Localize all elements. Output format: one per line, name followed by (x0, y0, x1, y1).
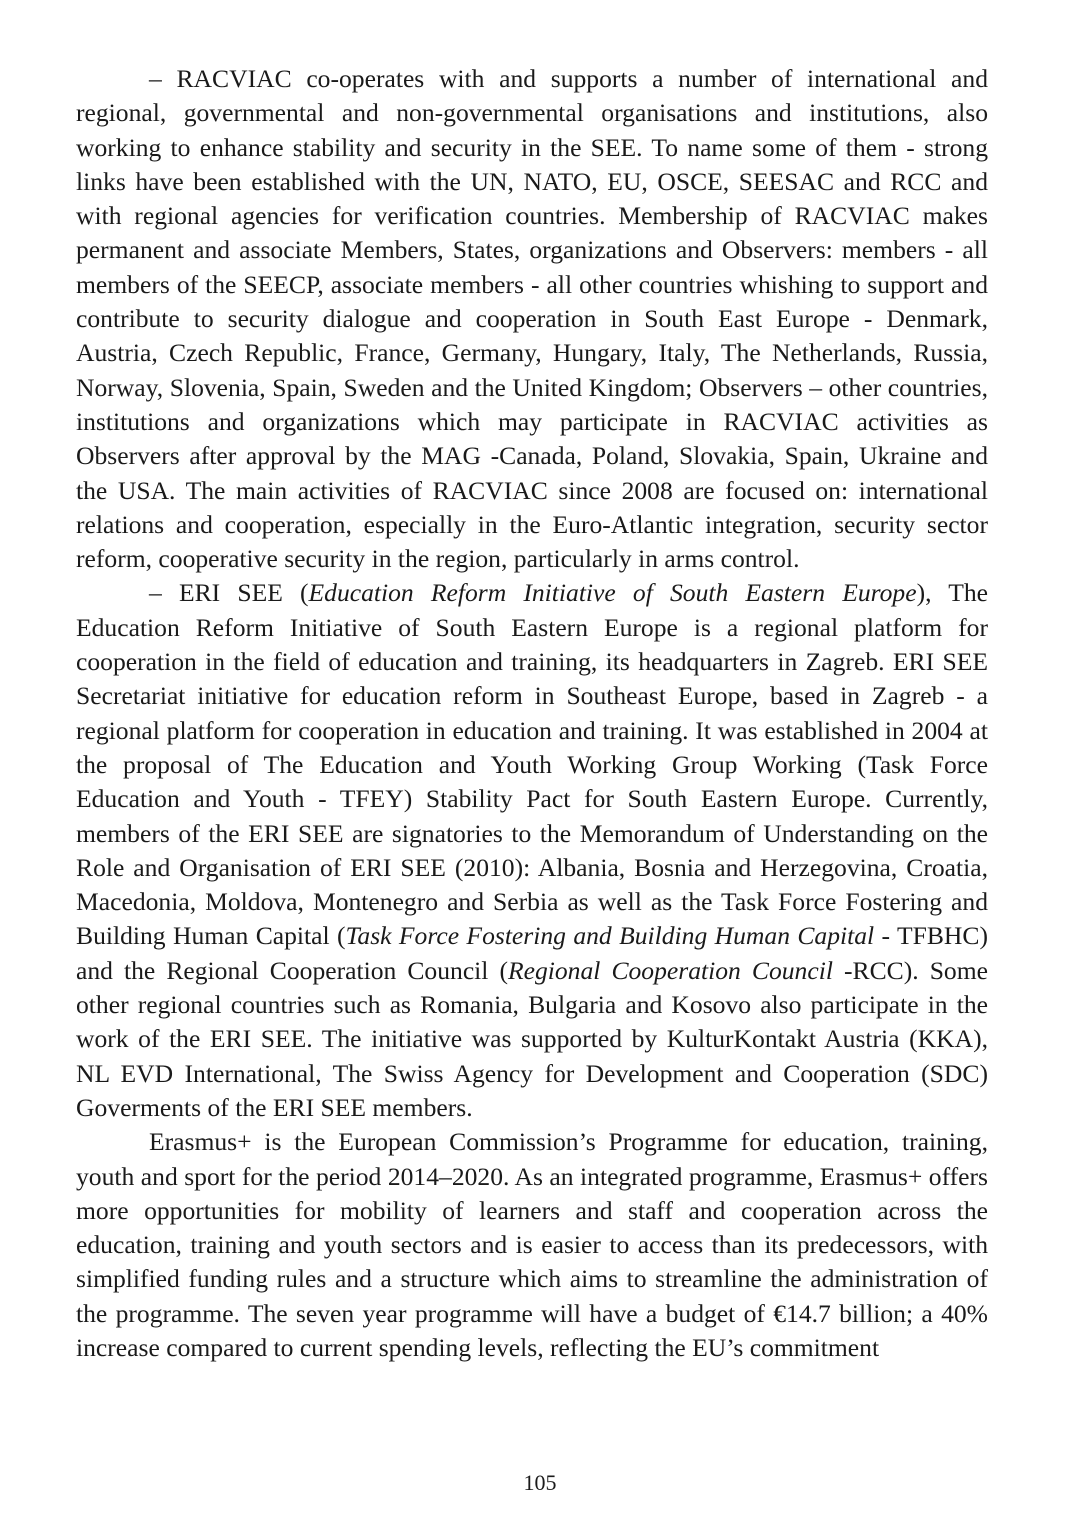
eri-see-text-2: ), The Education Reform Initiative of South Eastern Europe is a regional platform for cooperation in the field of education and training, its headquarters in Zagreb. ERI SEE Secretariat initiative for education reform in Southeast Europe, based in Zagreb - a regional platform for cooperation in education and training. It was established in 2004 at the proposal of The Education and Youth Working Group Working (Task Force Education and Youth - TFEY) Stability Pact for South Eastern Europe. Currently, members of the ERI SEE are signatories to the Memorandum of Understanding on the Role and Organisation of ERI SEE (2010): Albania, Bosnia and Herzegovina, Croatia, Macedonia, Moldova, Montenegro and Serbia as well as the Task Force Fostering and Building Human Capital ( (76, 578, 988, 951)
eri-see-italic-2: Task Force Fostering and Building Human Capital (345, 921, 875, 951)
eri-see-text-3: - TFBHC) and the Regional Cooperation Council ( (76, 921, 989, 985)
paragraph-erasmus: Erasmus+ is the European Commission’s Programme for education, training, youth and sport for the period 2014–2020. As an integrated programme, Erasmus+ offers more opportunities for mobility of learners and staff and cooperation across the education, training and youth sectors and is easier to access than its predecessors, with simplified funding rules and a structure which aims to streamline the administration of the programme. The seven year programme will have a budget of €14.7 billion; a 40% increase compared to current spending levels, reflecting the EU’s commitment (76, 1127, 988, 1362)
paragraph-eri-see (76, 576, 988, 1125)
page-number: 105 (523, 1470, 557, 1495)
page-body (76, 62, 988, 1365)
eri-see-text-4: -RCC). Some other regional countries such as Romania, Bulgaria and Kosovo also participate in the work of the ERI SEE. The initiative was supported by KulturKontakt Austria (KKA), NL EVD International, The Swiss Agency for Development and Cooperation (SDC) Goverments of the ERI SEE members. (76, 955, 988, 1122)
eri-see-italic-1: Education Reform Initiative of South Eastern Europe (308, 578, 917, 608)
eri-see-italic-3: Regional Cooperation Council (507, 955, 833, 985)
paragraph-racviac: – RACVIAC co-operates with and supports a number of international and regional, governmental and non-governmental organisations and institutions, also working to enhance stability and security in the SEE. To name some of them - strong links have been established with the UN, NATO, EU, OSCE, SEESAC and RCC and with regional agencies for verification countries. Membership of RACVIAC makes permanent and associate Members, States, organizations and Observers: members - all members of the SEECP, associate members - all other countries whishing to support and contribute to security dialogue and cooperation in South East Europe - Denmark, Austria, Czech Republic, France, Germany, Hungary, Italy, The Netherlands, Russia, Norway, Slovenia, Spain, Sweden and the United Kingdom; Observers – other countries, institutions and organizations which may participate in RACVIAC activities as Observers after approval by the MAG -Canada, Poland, Slovakia, Spain, Ukraine and the USA. The main activities of RACVIAC since 2008 are focused on: international relations and cooperation, especially in the Euro-Atlantic integration, security sector reform, cooperative security in the region, particularly in arms control. (76, 64, 988, 574)
eri-see-text-1: – ERI SEE ( (149, 578, 309, 608)
